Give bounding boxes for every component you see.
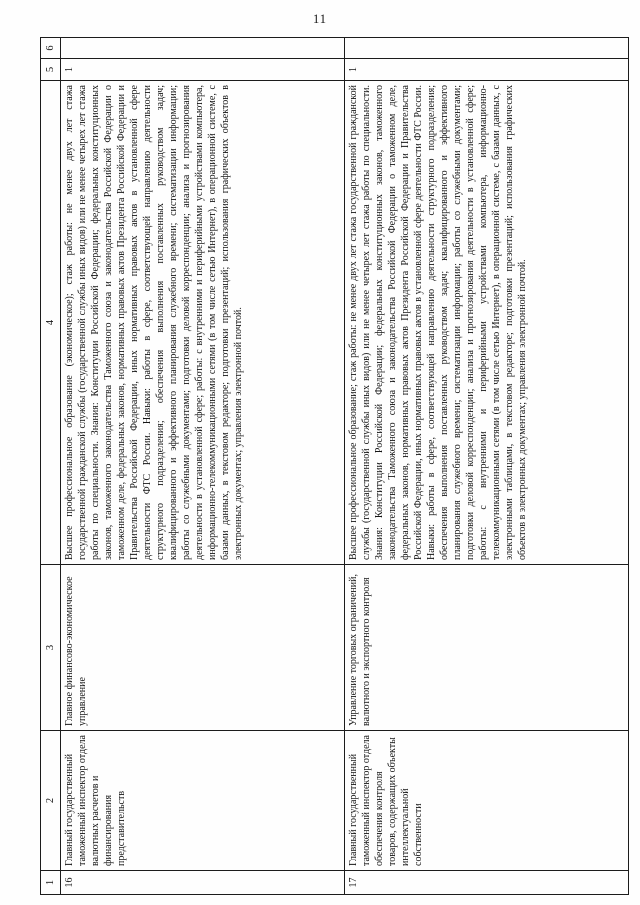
department-cell: Главное финансово-экономическое управление bbox=[61, 565, 345, 731]
column-numbers-row bbox=[41, 38, 61, 895]
note-cell bbox=[61, 38, 345, 59]
position-cell: Главный государственный таможенный инспектор отдела валютных расчетов и финансирования представительств bbox=[61, 731, 345, 871]
column-number-header-5: 5 bbox=[41, 59, 61, 81]
table-row bbox=[345, 38, 629, 895]
count-cell: 1 bbox=[345, 59, 629, 81]
table-row bbox=[61, 38, 345, 895]
staff-table bbox=[40, 37, 629, 895]
note-cell bbox=[345, 38, 629, 59]
requirements-cell: Высшее профессиональное образование; стаж работы: не менее двух лет стажа государственной гражданской службы (государственной службы иных видов) или не менее четырех лет стажа работы по специальности. Знания: Конституции Российской Федерации; федеральных конституционных законов, таможенного законодательства Таможенного союза и законодательства Российской Федерации о таможенном деле, федеральных законов, нормативных правовых актов Президента Российской Федерации и Правительства Российской Федерации, иных нормативных правовых актов в установленной сфере деятельности ФТС России. Навыки: работы в сфере, соответствующей направлению деятельности структурного подразделения; обеспечения выполнения поставленных руководством задач; квалифицированного и эффективного планирования служебного времени; систематизации информации; работы со служебными документами; подготовки деловой корреспонденции; анализа и прогнозирования деятельности в установленной сфере; работы: с внутренними и периферийными устройствами компьютера, информационно-телекоммуникационными сетями (в том числе сетью Интернет), в операционной системе, с базами данных, с электронными таблицами, в текстовом редакторе; подготовки презентаций; использования графических объектов в электронных документах; управления электронной почтой. bbox=[345, 81, 629, 565]
column-number-header-4: 4 bbox=[41, 81, 61, 565]
row-number-cell: 17 bbox=[345, 871, 629, 895]
column-number-header-3: 3 bbox=[41, 565, 61, 731]
department-cell: Управление торговых ограничений, валютного и экспортного контроля bbox=[345, 565, 629, 731]
position-cell: Главный государственный таможенный инспектор отдела обеспечения контроля товаров, содержащих объекты интеллектуальной собственности bbox=[345, 731, 629, 871]
page-number: 11 bbox=[312, 12, 328, 26]
column-number-header-6: 6 bbox=[41, 38, 61, 59]
requirements-cell: Высшее профессиональное образование (экономическое); стаж работы: не менее двух лет стажа государственной гражданской службы (государственной службы иных видов) или не менее четырех лет стажа работы по специальности. Знания: Конституции Российской Федерации; федеральных конституционных законов, таможенного законодательства Таможенного союза и законодательства Российской Федерации о таможенном деле, федеральных законов, нормативных правовых актов Президента Российской Федерации и Правительства Российской Федерации, иных нормативных правовых актов в установленной сфере деятельности ФТС России. Навыки: работы в сфере, соответствующей направлению деятельности структурного подразделения; обеспечения выполнения поставленных руководством задач; квалифицированного и эффективного планирования служебного времени; систематизации информации; работы со служебными документами; подготовки деловой корреспонденции; анализа и прогнозирования деятельности в установленной сфере; работы: с внутренними и периферийными устройствами компьютера, информационно-телекоммуникационными сетями (в том числе сетью Интернет), в операционной системе, с базами данных, в текстовом редакторе; подготовки презентаций; использования графических объектов в электронных документах; управления электронной почтой. bbox=[61, 81, 345, 565]
column-number-header-1: 1 bbox=[41, 871, 61, 895]
row-number-cell: 16 bbox=[61, 871, 345, 895]
count-cell: 1 bbox=[61, 59, 345, 81]
column-number-header-2: 2 bbox=[41, 731, 61, 871]
rotated-table-container bbox=[40, 38, 628, 895]
